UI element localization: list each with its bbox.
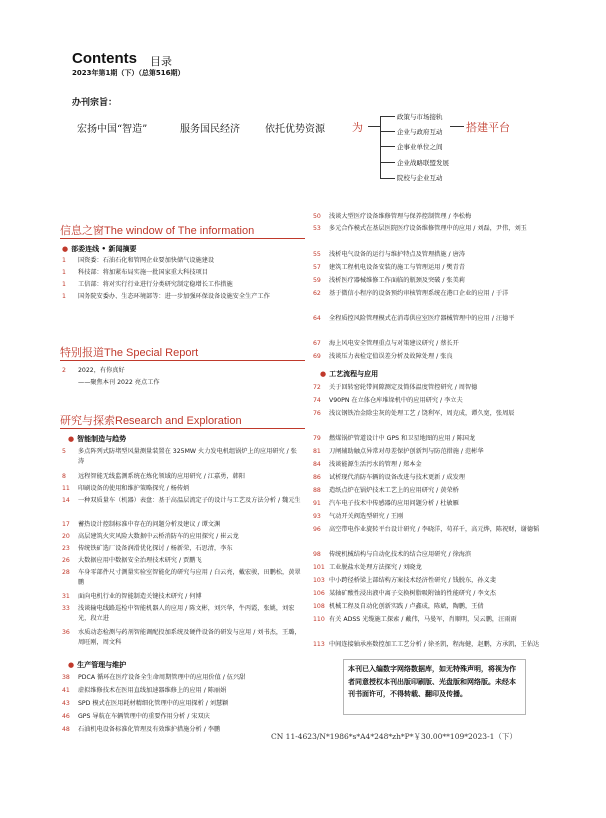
list-item[interactable]: 46 GPS 导航在车辆管理中的重要作用分析 / 宋双庆 [62, 713, 210, 720]
list-item[interactable]: 91 汽车电子技术中传感器的应用问题分析 / 杜敏雁 [313, 500, 459, 507]
section-research-title: 研究与探索Research and Exploration [60, 415, 242, 427]
list-item[interactable]: 98 传统机械结构与自动化技术的结合应用研究 / 徐海滨 [313, 551, 472, 558]
brace-out [450, 126, 464, 127]
list-item[interactable]: 28 车身零部件尺寸测量实验室智能化的研究与应用 / 白云亮，戴宏骏，田鹏松，黄翠鹏 [62, 569, 301, 587]
list-item[interactable]: 101 工业脱盐水处理方法探究 / 刘晓龙 [313, 564, 422, 571]
section-special-rule [60, 360, 305, 361]
purpose-branch-5: 院校与企业互动 [397, 174, 443, 182]
list-item[interactable]: 64 全程质控风险管理模式在消毒供应室医疗器械管理中的应用 / 汪德平 [313, 315, 515, 322]
subhead-smart-manufacturing: ● 智能制造与趋势 [68, 435, 127, 443]
list-item[interactable]: 43 SPD 模式在医用耗材精细化管理中的应用探析 / 刘慧颖 [62, 700, 229, 707]
list-item[interactable]: 8 远程智能无线监测系统在炼化领域的应用研究 / 江嘉勇，韩阳 [62, 473, 245, 480]
slogan-platform: 搭建平台 [466, 121, 510, 134]
purpose-label: 办刊宗旨： [72, 98, 118, 108]
list-item[interactable]: 57 建筑工程机电设备安装的施工与管理运用 / 樊青青 [313, 264, 465, 271]
list-item[interactable]: 108 机械工程及自动化创新实践 / 卢鑫成，陈斌，陶鹏，王倩 [313, 603, 484, 610]
list-item[interactable]: 106 某轴矿酸性浸出液中离子交换树脂吸附铀的性能研究 / 李文杰 [313, 590, 496, 597]
section-info-rule [60, 238, 305, 239]
list-item[interactable]: 74 V90PN 在立体仓库堆垛机中的应用研究 / 李立夫 [313, 397, 463, 404]
slogan-part1: 宏扬中国“智造” [77, 124, 148, 135]
list-item[interactable]: 48 石油机电设备标准化管理及有效维护措施分析 / 李鹏 [62, 726, 221, 733]
list-item[interactable]: 76 浅议钢铁冶金除尘灰的处理工艺 / 饶利军，周克成，谭久宽，张周辰 [313, 410, 515, 417]
purpose-branch-3: 企事业单位之间 [397, 143, 443, 151]
list-item[interactable]: 67 海上风电安全管理重点与对策建议研究 / 蔡长开 [313, 340, 459, 347]
publication-code: CN 11-4623/N*1986*s*A4*248*zh*P*￥30.00**109*2023-1（下） [271, 732, 517, 741]
list-item[interactable]: 5 多点阵列式防堵型风量测量装置在 325MW 火力发电机组锅炉上的应用研究 / 张涛 [62, 448, 297, 466]
list-item[interactable]: 62 基于微信小程序的设备预约审核管理系统在港口企业的应用 / 于洋 [313, 290, 509, 297]
section-info-title: 信息之窗The window of The information [60, 225, 255, 237]
list-item[interactable]: 1 工信部：将对实行行业进行分类研究制定稳增长工作措施 [62, 281, 233, 288]
list-item[interactable]: 86 试析现代消防车辆的设备改进与技术更新 / 成发理 [313, 474, 465, 481]
purpose-branch-4: 企业战略联盟发展 [397, 159, 449, 167]
contents-cn: 目录 [150, 55, 172, 68]
list-item[interactable]: 59 浅析医疗器械维修工作面临的瓶颈及突破 / 张美莉 [313, 277, 465, 284]
list-item[interactable]: 38 PDCA 循环在医疗设备全生命周期管理中的应用价值 / 伍兴甜 [62, 674, 246, 681]
subhead-production-management: ● 生产管理与维护 [68, 661, 127, 669]
list-item[interactable]: 1 科技部：将加紧布局实施一批国家重大科技项目 [62, 269, 208, 276]
list-item[interactable]: 72 关于回转窑轮带间隙测定及简体温度管控研究 / 周智德 [313, 384, 478, 391]
list-item[interactable]: 55 浅析电气设备的运行与维护特点及管理措施 / 唐涛 [313, 251, 465, 258]
list-item[interactable]: 23 传统铁矿选厂设备润滑优化探讨 / 杨新荣，石思清，李东 [62, 545, 233, 552]
slogan-for: 为 [352, 121, 363, 134]
list-item[interactable]: 79 燃煤锅炉管道设计中 GPS 和卫星地图的应用 / 陈国龙 [313, 435, 476, 442]
issue-number: 2023年第1期（下）（总第516期） [72, 69, 185, 77]
list-item[interactable]: 33 浅谈输电线路巡检中智能机器人的应用 / 陈文彬，刘兴华，牛丙霞，张姚，刘宏光，段立进 [62, 605, 295, 623]
list-item[interactable]: 93 气动开关阀选型研究 / 王刚 [313, 513, 404, 520]
contents-title: Contents [72, 50, 137, 67]
slogan-part3: 依托优势资源 [265, 124, 325, 135]
list-item[interactable]: 103 中小跨径桥梁上部结构方案技术经济性研究 / 钱脱东，孙义斐 [313, 577, 496, 584]
list-item[interactable]: 11 印刷设备的使用和维护策略探究 / 杨传炳 [62, 485, 190, 492]
brace-branch-4 [380, 162, 395, 163]
list-item[interactable]: ——聚焦本刊 2022 亮点工作 [78, 379, 160, 386]
list-item[interactable]: 69 浅谈压力表检定值误差分析及故障处理 / 张良 [313, 353, 453, 360]
brace-branch-2 [380, 131, 395, 132]
list-item[interactable]: 96 高空带电作业旋转平台设计研究 / 李晓洋，苟祥千，高元烨，陈祝财，谢德韬 [313, 526, 540, 533]
section-research-rule [60, 428, 305, 429]
brace-branch-3 [380, 146, 395, 147]
section-special-title: 特别报道The Special Report [60, 347, 199, 359]
slogan-part2: 服务国民经济 [180, 124, 240, 135]
list-item[interactable]: 113 中间连接轴承座数控加工工艺分析 / 徐圣凯，程海健，赵鹏，方承凯，王佑达 [313, 641, 540, 648]
list-item[interactable]: 53 多元合作模式在基层医院医疗设备维修管理中的应用 / 刘磊，尹伟，刘玉 [313, 225, 527, 232]
subhead-process-flow: ● 工艺流程与应用 [320, 370, 379, 378]
brace-stem [368, 126, 380, 127]
list-item[interactable]: 1 国务院安委办、生态环境部等：进一步加强环保设备设施安全生产工作 [62, 293, 270, 300]
list-item[interactable]: 88 造纸点炉在锅炉技术工艺上的应用研究 / 黄荣桥 [313, 487, 459, 494]
list-item[interactable]: 110 有关 ADSS 光缆施工探索 / 戴伟，马曼军，肖顺明，吴云鹏，汪雨雨 [313, 616, 517, 623]
list-item[interactable]: 50 浅谈大型医疗设备维修管理与保养控制管理 / 李松梅 [313, 213, 472, 220]
purpose-branch-1: 政策与市场接轨 [397, 113, 443, 121]
list-item[interactable]: 31 面向电机行业的智能制造关键技术研究 / 何博 [62, 593, 202, 600]
list-item[interactable]: 36 水质动态检测与药剂智能调配投加系统及硬件设备的研发与应用 / 刘书杰，王璐，周旺刚，周文科 [62, 629, 301, 647]
brace-branch-5 [380, 178, 395, 179]
list-item[interactable]: 17 蓄热设计控制标准中存在的问题分析及建议 / 谭文渊 [62, 521, 221, 528]
list-item[interactable]: 20 高层建筑火灾风险大数据中云桥消防车的应用探究 / 崔云龙 [62, 533, 239, 540]
list-item[interactable]: 41 虚拟维修技术在医用直线加速器维修上的应用 / 陈丽娟 [62, 687, 227, 694]
list-item[interactable]: 14 一种双质量车（机器）表盘：基于高温层流定子的设计与工艺及方法分析 / 魏元生 [62, 497, 301, 504]
list-item[interactable]: 26 大数据应用中数据安全治理技术研究 / 贾鹏飞 [62, 557, 202, 564]
brace-branch-1 [380, 116, 395, 117]
purpose-branch-2: 企业与政府互动 [397, 128, 443, 136]
subhead-news: ● 部委连线 • 新闻摘要 [62, 245, 137, 253]
brace-vertical [380, 116, 381, 179]
list-item[interactable]: 1 国资委：石油石化和管网企业要加快储气设施建设 [62, 257, 215, 264]
list-item[interactable]: 84 浅谈能源生活污水的管理 / 郑本金 [313, 461, 422, 468]
list-item[interactable]: 81 刀闸辅助触点异常对母差保护创新判与防范措施 / 范彬华 [313, 448, 484, 455]
list-item[interactable]: 2 2022，有你真好 [62, 367, 125, 374]
copyright-notice: 本刊已入编数字网络数据库，如无特殊声明，将视为作者同意授权本刊出版印刷版、光盘版和网络版。未经本刊书面许可，不得转载、翻印及传播。 [343, 659, 526, 715]
